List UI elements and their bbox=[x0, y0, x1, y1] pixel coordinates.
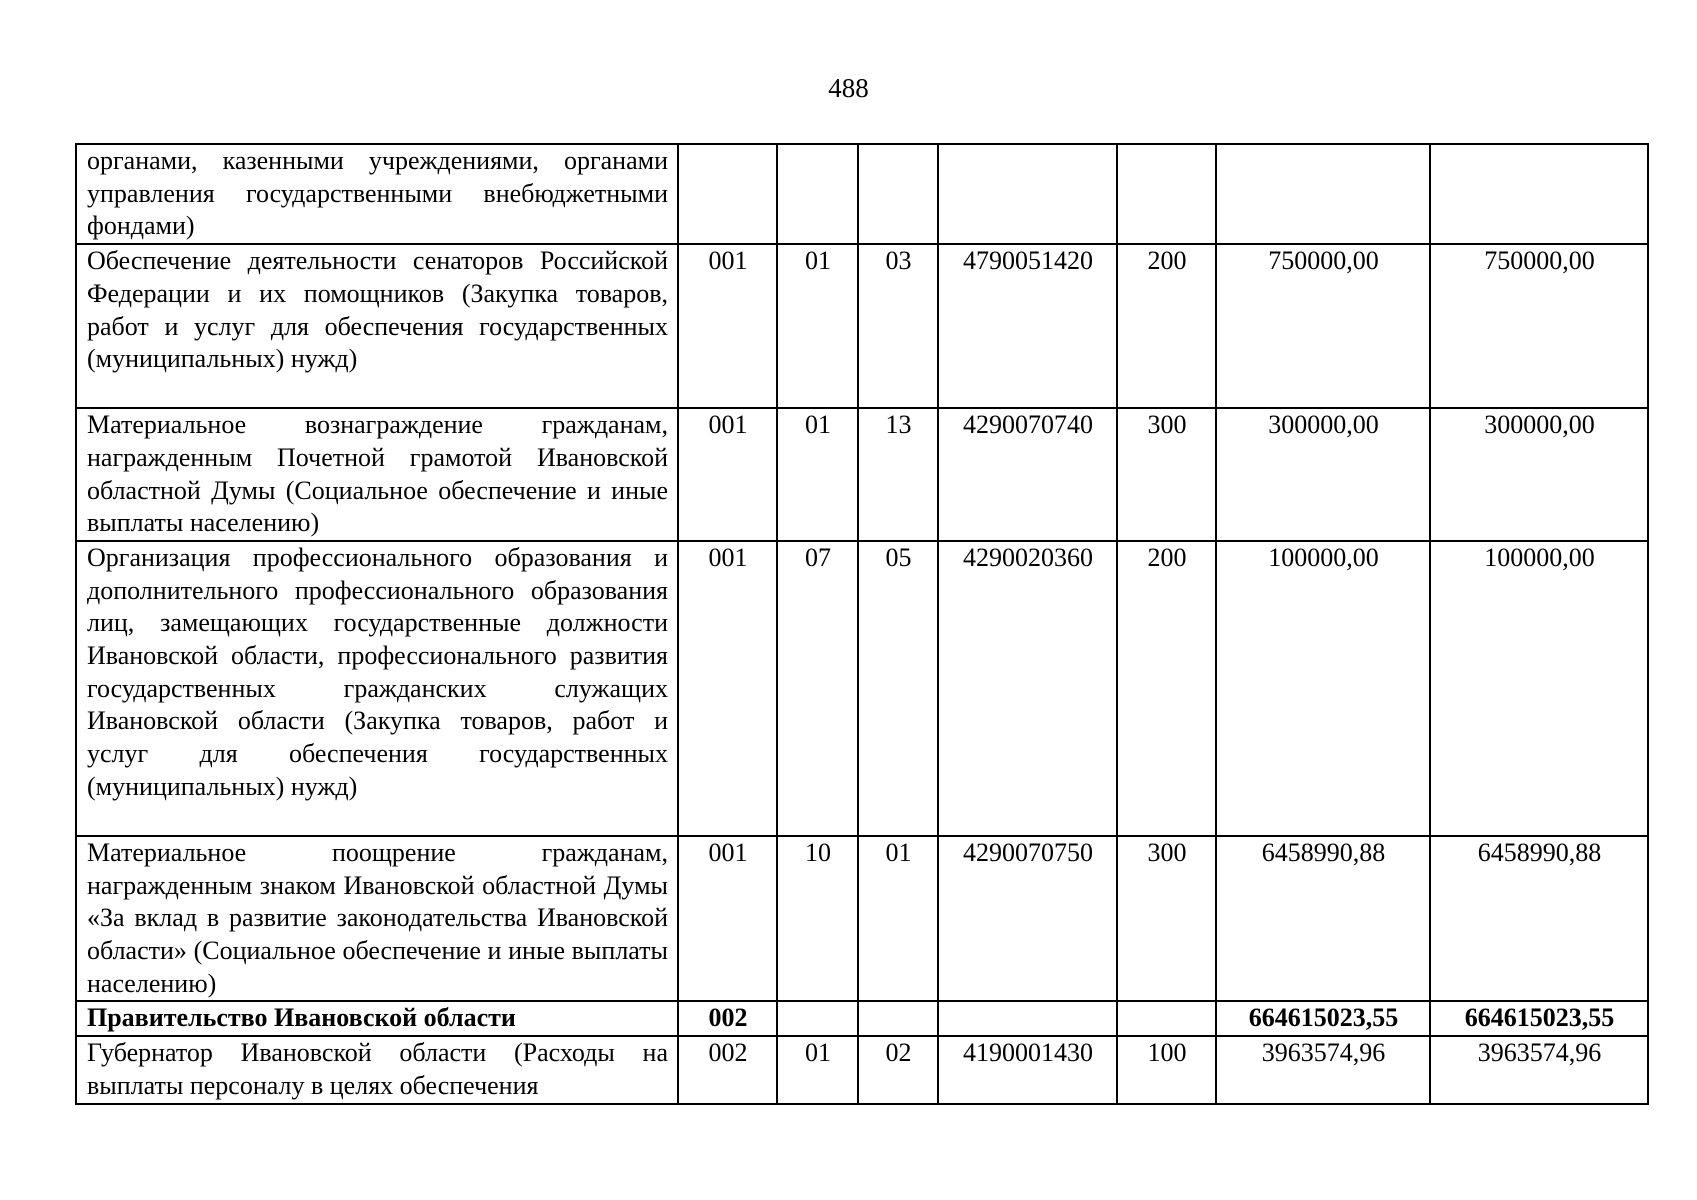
csr-cell: 4790051420 bbox=[938, 244, 1117, 408]
row-name-cell: Губернатор Ивановской области (Расходы на выплаты персоналу в целях обеспечения bbox=[76, 1036, 678, 1103]
vr-cell bbox=[1117, 1001, 1216, 1036]
sum-year2-cell: 6458990,88 bbox=[1430, 836, 1648, 1002]
table-row bbox=[76, 1001, 1648, 1036]
csr-cell bbox=[938, 1001, 1117, 1036]
sum-year1-cell: 664615023,55 bbox=[1216, 1001, 1430, 1036]
pr-cell bbox=[858, 144, 938, 244]
sum-year1-cell: 3963574,96 bbox=[1216, 1036, 1430, 1103]
gr-cell: 002 bbox=[678, 1036, 777, 1103]
sum-year1-cell: 750000,00 bbox=[1216, 244, 1430, 408]
vr-cell: 200 bbox=[1117, 244, 1216, 408]
row-name-cell: Организация профессионального образования и дополнительного профессионального образования лиц, замещающих государственные должности Ивановской области, профессионального развития государственных гражданских служащих Ивановской области (Закупка товаров, работ и услуг для обеспечения государственных (муниципальных) нужд) bbox=[76, 541, 678, 836]
gr-cell: 002 bbox=[678, 1001, 777, 1036]
rz-cell bbox=[777, 144, 858, 244]
sum-year2-cell: 750000,00 bbox=[1430, 244, 1648, 408]
table-row bbox=[76, 244, 1648, 408]
page-number: 488 bbox=[828, 73, 869, 103]
vr-cell: 100 bbox=[1117, 1036, 1216, 1103]
row-name-cell: Обеспечение деятельности сенаторов Российской Федерации и их помощников (Закупка товаров, работ и услуг для обеспечения государственных (муниципальных) нужд) bbox=[76, 244, 678, 408]
gr-cell: 001 bbox=[678, 408, 777, 541]
row-name-cell: Правительство Ивановской области bbox=[76, 1001, 678, 1036]
sum-year2-cell: 3963574,96 bbox=[1430, 1036, 1648, 1103]
csr-cell: 4290070750 bbox=[938, 836, 1117, 1002]
rz-cell: 01 bbox=[777, 244, 858, 408]
sum-year2-cell: 300000,00 bbox=[1430, 408, 1648, 541]
table-row bbox=[76, 541, 1648, 836]
pr-cell: 02 bbox=[858, 1036, 938, 1103]
gr-cell: 001 bbox=[678, 836, 777, 1002]
vr-cell: 300 bbox=[1117, 836, 1216, 1002]
gr-cell: 001 bbox=[678, 244, 777, 408]
gr-cell: 001 bbox=[678, 541, 777, 836]
pr-cell: 13 bbox=[858, 408, 938, 541]
sum-year2-cell: 100000,00 bbox=[1430, 541, 1648, 836]
pr-cell: 05 bbox=[858, 541, 938, 836]
sum-year2-cell bbox=[1430, 144, 1648, 244]
rz-cell bbox=[777, 1001, 858, 1036]
csr-cell: 4290020360 bbox=[938, 541, 1117, 836]
budget-table bbox=[75, 143, 1649, 1105]
table-row bbox=[76, 836, 1648, 1002]
csr-cell: 4190001430 bbox=[938, 1036, 1117, 1103]
vr-cell bbox=[1117, 144, 1216, 244]
pr-cell bbox=[858, 1001, 938, 1036]
rz-cell: 01 bbox=[777, 1036, 858, 1103]
pr-cell: 01 bbox=[858, 836, 938, 1002]
rz-cell: 07 bbox=[777, 541, 858, 836]
row-name-cell: Материальное вознаграждение гражданам, награжденным Почетной грамотой Ивановской областной Думы (Социальное обеспечение и иные выплаты населению) bbox=[76, 408, 678, 541]
row-name-cell: Материальное поощрение гражданам, награжденным знаком Ивановской областной Думы «За вклад в развитие законодательства Ивановской области» (Социальное обеспечение и иные выплаты населению) bbox=[76, 836, 678, 1002]
gr-cell bbox=[678, 144, 777, 244]
table-row bbox=[76, 144, 1648, 244]
sum-year2-cell: 664615023,55 bbox=[1430, 1001, 1648, 1036]
row-name-cell: органами, казенными учреждениями, органами управления государственными внебюджетными фондами) bbox=[76, 144, 678, 244]
sum-year1-cell: 300000,00 bbox=[1216, 408, 1430, 541]
table-row bbox=[76, 408, 1648, 541]
rz-cell: 01 bbox=[777, 408, 858, 541]
csr-cell: 4290070740 bbox=[938, 408, 1117, 541]
csr-cell bbox=[938, 144, 1117, 244]
pr-cell: 03 bbox=[858, 244, 938, 408]
rz-cell: 10 bbox=[777, 836, 858, 1002]
table-row bbox=[76, 1036, 1648, 1103]
vr-cell: 200 bbox=[1117, 541, 1216, 836]
sum-year1-cell bbox=[1216, 144, 1430, 244]
sum-year1-cell: 6458990,88 bbox=[1216, 836, 1430, 1002]
vr-cell: 300 bbox=[1117, 408, 1216, 541]
sum-year1-cell: 100000,00 bbox=[1216, 541, 1430, 836]
